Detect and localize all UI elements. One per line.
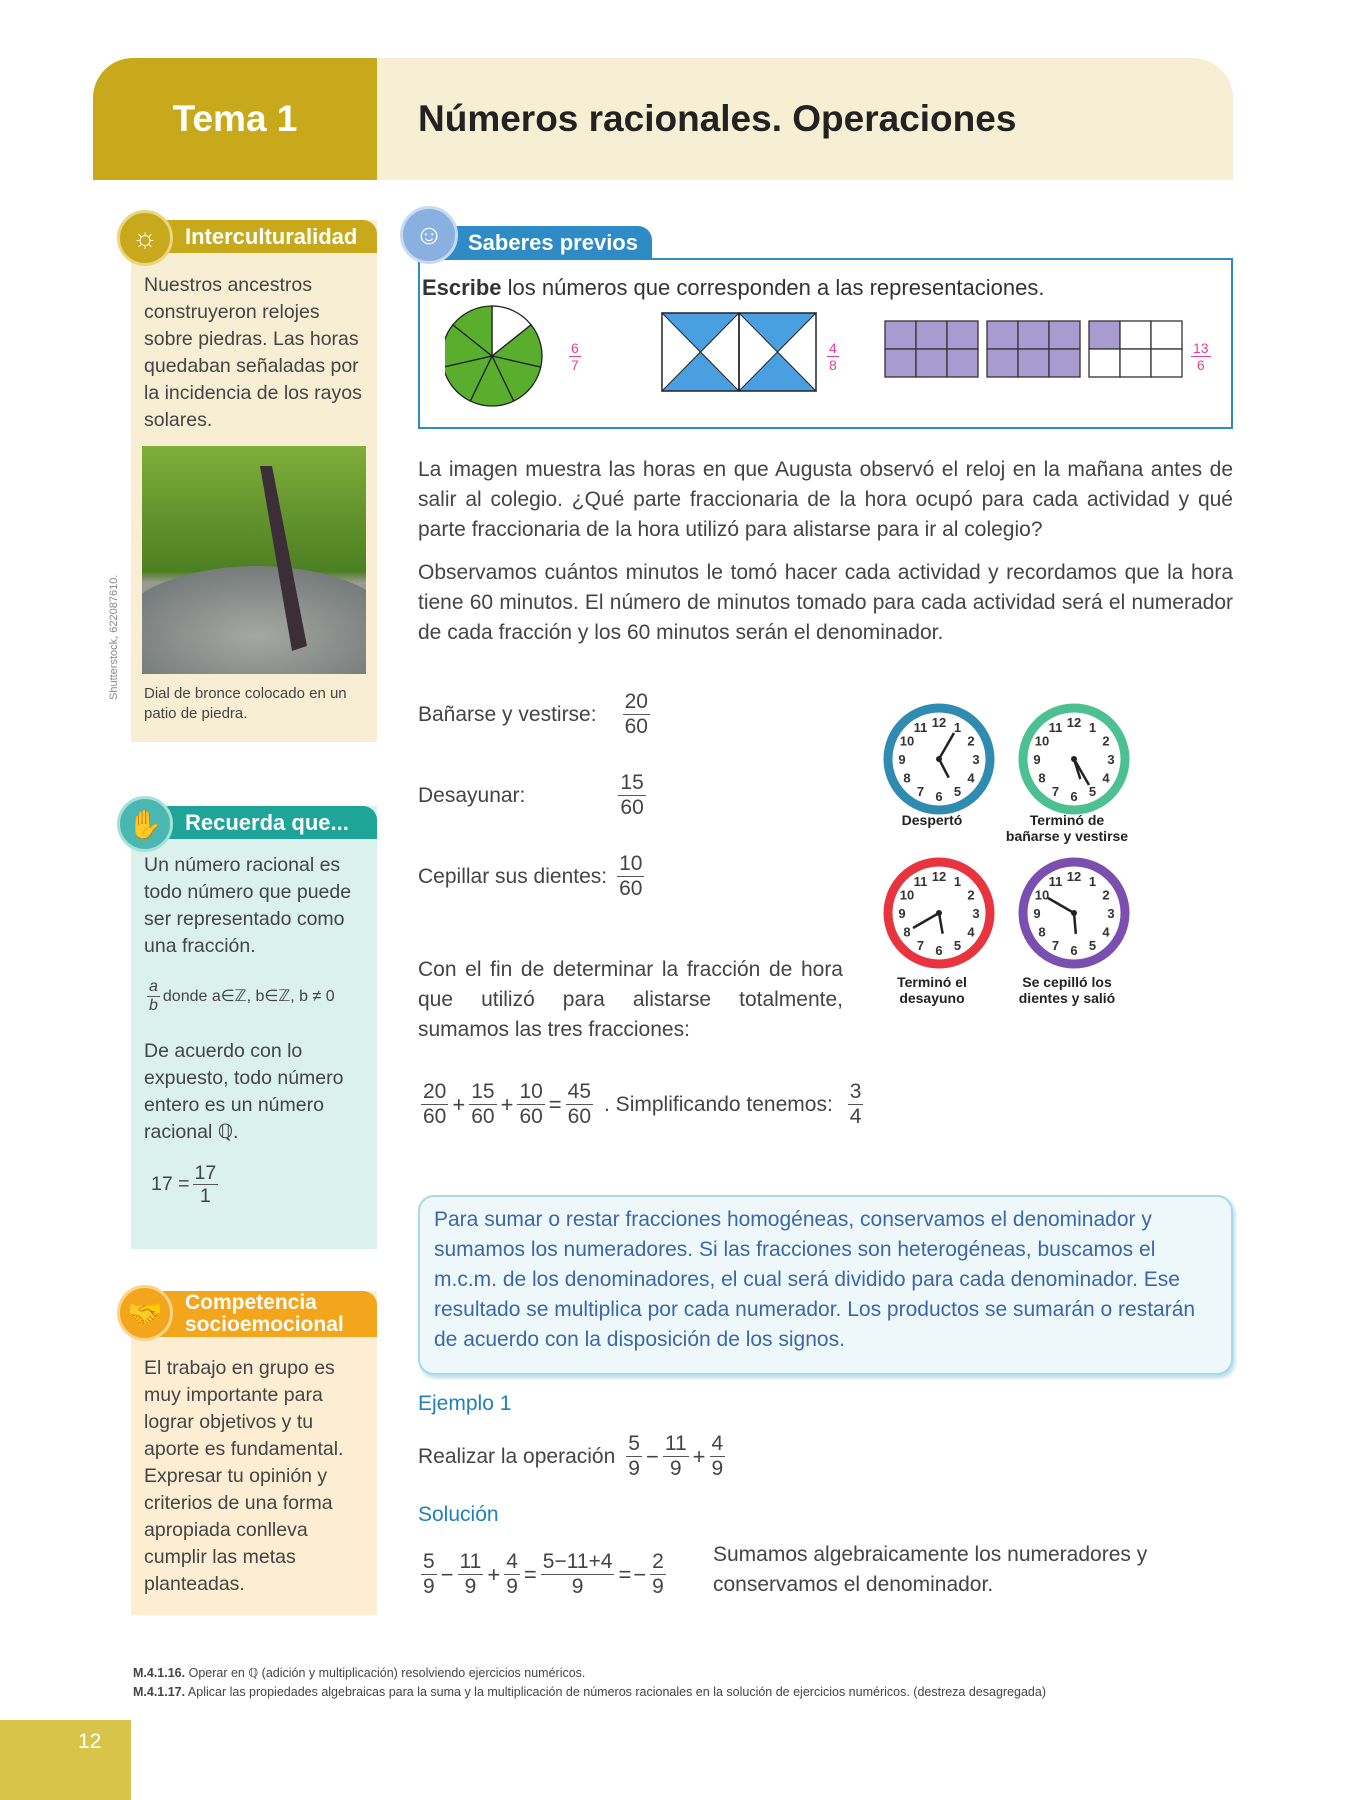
- clock-number: 12: [931, 715, 947, 730]
- blue-triangle: [662, 352, 739, 391]
- frac-den: 4: [849, 1105, 862, 1129]
- equals-sign: =: [618, 1561, 632, 1587]
- explanation-paragraph: Observamos cuántos minutos le tomó hacer cada actividad y recordamos que la hora tiene 60 minutos. El número de minutos tomado para cada actividad será el numerador de cada fracción y los 60 minutos serán el denominador.: [418, 561, 1233, 644]
- purple-grids: [885, 321, 1182, 377]
- frac-num: 13: [1193, 340, 1209, 356]
- brain-head-icon: ☺: [400, 206, 458, 264]
- page-number-block: [0, 1720, 131, 1800]
- plus-sign: +: [452, 1091, 466, 1117]
- note-text: Operar en ℚ (adición y multiplicación) resolviendo ejercicios numéricos.: [185, 1666, 586, 1680]
- interculturalidad-text: Nuestros ancestros construyeron relojes sobre piedras. Las horas quedaban señaladas por la incidencia de los rayos solares.: [144, 274, 362, 431]
- frac-den: 1: [199, 1185, 211, 1208]
- solution-equation: [418, 1550, 669, 1599]
- clock-number: 9: [1033, 906, 1041, 921]
- interculturalidad-title: Interculturalidad: [185, 223, 358, 249]
- clock-center: [1071, 910, 1077, 916]
- grid-cell: [1151, 349, 1182, 377]
- recuerda-title: Recuerda que...: [185, 809, 349, 835]
- grid-cell: [1120, 321, 1151, 349]
- frac-num: 11: [663, 1432, 689, 1457]
- frac-den: 60: [624, 715, 648, 739]
- grid-cell: [1018, 321, 1049, 349]
- sum-intro: Con el fin de determinar la fracción de hora que utilizó para alistarse totalmente, sumamos las tres fracciones:: [418, 958, 843, 1041]
- activity-label: Bañarse y vestirse:: [418, 702, 597, 726]
- frac-den: 60: [519, 1105, 543, 1129]
- frac-den: 9: [711, 1457, 724, 1481]
- frac-num: 15: [618, 771, 645, 796]
- solution-text: Sumamos algebraicamente los numeradores y conservamos el denominador.: [713, 1543, 1148, 1596]
- note-code: M.4.1.17.: [133, 1685, 186, 1699]
- sun-face-icon: ☼: [117, 210, 173, 266]
- plus-sign: +: [487, 1561, 501, 1587]
- grid-cell: [1049, 321, 1080, 349]
- clock-center: [1071, 756, 1077, 762]
- clock-number: 10: [899, 887, 915, 903]
- clock-number: 1: [1088, 873, 1097, 889]
- problem-paragraph: La imagen muestra las horas en que Augusta observó el reloj en la mañana antes de salir al colegio. ¿Qué parte fraccionaria de la hora ocupó para cada actividad y qué parte fraccionaria de la hora utilizó para alistarse para ir al colegio?: [418, 458, 1233, 541]
- clock-number: 10: [1034, 733, 1050, 749]
- frac-den: 60: [619, 877, 643, 901]
- grid-cell: [1049, 349, 1080, 377]
- clock-number: 11: [1048, 719, 1063, 735]
- grid-cell: [916, 321, 947, 349]
- clock-number: 2: [967, 733, 975, 749]
- clock-number: 4: [967, 924, 975, 940]
- equals-sign: =: [523, 1561, 537, 1587]
- frac-den: 60: [620, 796, 644, 820]
- clock-number: 3: [1107, 752, 1115, 767]
- clock-number: 7: [916, 784, 925, 800]
- clock-number: 9: [1033, 752, 1041, 767]
- frac-num: 4: [710, 1432, 726, 1457]
- handshake-icon: 🤝: [117, 1285, 173, 1341]
- clock-number: 5: [1088, 784, 1097, 800]
- activity-label: Cepillar sus dientes:: [418, 864, 608, 888]
- blue-triangle: [739, 352, 816, 391]
- clock-icon: [882, 702, 996, 816]
- grid-cell: [1151, 321, 1182, 349]
- clock-center: [936, 756, 942, 762]
- grid-cell: [885, 321, 916, 349]
- minus-sign: −: [440, 1561, 454, 1587]
- frac-num: 10: [517, 1080, 544, 1105]
- clock-label: Terminó el desayuno: [897, 974, 967, 1006]
- frac-num: 6: [571, 340, 579, 356]
- frac-den: 9: [464, 1575, 477, 1599]
- blue-triangle: [739, 313, 816, 352]
- photo-credit: Shutterstock, 622087610.: [108, 574, 120, 700]
- note-1: [133, 1664, 1046, 1683]
- clock-icon: [1017, 702, 1131, 816]
- topic-label: Tema 1: [93, 58, 377, 180]
- frac-den: 9: [423, 1575, 435, 1599]
- answer-3: [1188, 340, 1214, 373]
- rule-box: [418, 1195, 1233, 1375]
- clock-label: Se cepilló los dientes y salió: [1018, 974, 1116, 1006]
- clock-number: 4: [967, 770, 975, 786]
- clock-number: 11: [913, 873, 928, 889]
- frac-den: 60: [471, 1105, 495, 1129]
- frac-den: 9: [506, 1575, 518, 1599]
- photo-caption: Dial de bronce colocado en un patio de piedra.: [144, 685, 347, 722]
- clock-number: 3: [972, 752, 980, 767]
- frac-den: 6: [1196, 357, 1205, 374]
- clock-number: 6: [1070, 943, 1078, 958]
- clock-number: 6: [935, 943, 943, 958]
- clock-icon: [882, 856, 996, 970]
- pie-7-parts: [445, 306, 542, 406]
- note-2: [133, 1683, 1046, 1702]
- frac-num: 5: [421, 1550, 437, 1575]
- clock-label: Despertó: [901, 812, 963, 828]
- frac-den: 60: [423, 1105, 447, 1129]
- recuerda-text: Un número racional es todo número que puede ser representado como una fracción.: [144, 854, 352, 957]
- clock-number: 1: [953, 873, 962, 889]
- grid-cell: [1120, 349, 1151, 377]
- clock-number: 5: [953, 938, 962, 954]
- instruction-text: los números que corresponden a las representaciones.: [501, 275, 1045, 300]
- competencia-text: El trabajo en grupo es muy importante para lograr objetivos y tu aporte es fundamental. Expresar tu opinión y criterios de una forma apropiada conlleva cumplir las metas planteadas.: [144, 1357, 344, 1595]
- frac-num: a: [147, 978, 160, 997]
- clock-number: 3: [1107, 906, 1115, 921]
- frac-num: 3: [848, 1080, 864, 1105]
- clock-label: Terminó de bañarse y vestirse: [1005, 812, 1129, 844]
- eq-left: 17 =: [151, 1173, 190, 1196]
- interculturalidad-box: [131, 220, 377, 742]
- grid-cell: [987, 321, 1018, 349]
- page-title: Números racionales. Operaciones: [418, 98, 1017, 139]
- clock-number: 6: [935, 789, 943, 804]
- saberes-tab: [432, 226, 652, 259]
- frac-den: 9: [571, 1575, 584, 1599]
- frac-den: 60: [567, 1105, 592, 1129]
- competencia-title-2: socioemocional: [185, 1313, 344, 1336]
- blue-triangle: [662, 313, 739, 352]
- clock-number: 11: [913, 719, 928, 735]
- clock-number: 9: [898, 906, 906, 921]
- sundial-photo: [142, 446, 366, 674]
- frac-num: 11: [458, 1550, 484, 1575]
- clock-number: 2: [967, 887, 975, 903]
- grid-cell: [947, 349, 978, 377]
- instruction-bold: Escribe: [422, 275, 502, 300]
- example-statement: [418, 1432, 728, 1481]
- answer-1: [566, 340, 584, 373]
- grid-cell: [885, 349, 916, 377]
- activity-breakfast: [418, 771, 649, 820]
- grid-cell: [1018, 349, 1049, 377]
- frac-num: 5: [626, 1432, 642, 1457]
- activity-bathing: [418, 690, 653, 739]
- grid-cell: [947, 321, 978, 349]
- clock-number: 11: [1048, 873, 1063, 889]
- clock-number: 8: [1038, 770, 1046, 786]
- frac-den: 9: [652, 1575, 664, 1599]
- clock-number: 7: [1051, 938, 1060, 954]
- clock-number: 12: [1066, 869, 1082, 884]
- clock-number: 2: [1102, 733, 1110, 749]
- frac-num: 4: [829, 340, 837, 356]
- condition-text: donde a∈ℤ, b∈ℤ, b ≠ 0: [162, 988, 335, 1006]
- clock-number: 3: [972, 906, 980, 921]
- clock-number: 10: [1034, 887, 1050, 903]
- note-code: M.4.1.16.: [133, 1666, 186, 1680]
- solution-title: Solución: [418, 1503, 499, 1526]
- recuerda-text-2: De acuerdo con lo expuesto, todo número entero es un número racional ℚ.: [144, 1040, 344, 1143]
- frac-num: 4: [504, 1550, 520, 1575]
- clock-number: 5: [953, 784, 962, 800]
- clock-number: 1: [1088, 719, 1097, 735]
- competencia-box: [127, 1291, 377, 1615]
- clock-number: 7: [916, 938, 925, 954]
- clock-number: 12: [931, 869, 947, 884]
- clock-number: 1: [953, 719, 962, 735]
- frac-num: 20: [623, 690, 650, 715]
- note-text: Aplicar las propiedades algebraicas para la suma y la multiplicación de números racionales en la solución de ejercicios numéricos. (destreza desagregada): [185, 1685, 1047, 1699]
- minus-sign: −: [633, 1561, 647, 1587]
- clock-number: 8: [1038, 924, 1046, 940]
- page-number: 12: [78, 1730, 102, 1753]
- clock-number: 9: [898, 752, 906, 767]
- competencia-title-1: Competencia: [185, 1291, 317, 1314]
- frac-num: 20: [421, 1080, 448, 1105]
- activity-label: Desayunar:: [418, 783, 526, 807]
- simplify-label: . Simplificando tenemos:: [604, 1092, 833, 1116]
- frac-den: 9: [669, 1457, 682, 1481]
- recuerda-box: [127, 806, 377, 1249]
- clock-number: 5: [1088, 938, 1097, 954]
- clock-number: 8: [903, 770, 911, 786]
- grid-cell: [987, 349, 1018, 377]
- sum-equation: [418, 1080, 866, 1129]
- hand-reminder-icon: ✋: [117, 796, 173, 852]
- frac-num: 5−11+4: [541, 1550, 615, 1575]
- clock-number: 7: [1051, 784, 1060, 800]
- equals-sign: =: [548, 1091, 562, 1117]
- frac-num: 10: [617, 852, 644, 877]
- answer-2: [824, 340, 842, 373]
- minus-sign: −: [645, 1443, 659, 1469]
- frac-den: 7: [571, 357, 579, 374]
- frac-den: b: [149, 997, 158, 1015]
- clock-number: 10: [899, 733, 915, 749]
- frac-num: 45: [566, 1080, 593, 1105]
- clock-number: 4: [1102, 770, 1110, 786]
- example-label: Realizar la operación: [418, 1444, 616, 1468]
- rational-definition: [144, 978, 369, 1016]
- clock-number: 12: [1066, 715, 1082, 730]
- grid-cell: [1089, 321, 1120, 349]
- page-header: [93, 58, 1233, 180]
- equation-17: [151, 1162, 376, 1208]
- curriculum-notes: [133, 1664, 1046, 1702]
- clock-number: 2: [1102, 887, 1110, 903]
- grid-cell: [916, 349, 947, 377]
- grid-cell: [1089, 349, 1120, 377]
- plus-sign: +: [500, 1091, 514, 1117]
- frac-num: 15: [469, 1080, 496, 1105]
- frac-num: 17: [194, 1162, 217, 1184]
- clock-number: 8: [903, 924, 911, 940]
- saberes-instruction: [422, 275, 1045, 301]
- activity-brushing: [418, 852, 647, 901]
- frac-den: 8: [829, 357, 837, 374]
- saberes-title: Saberes previos: [468, 229, 638, 255]
- clock-center: [936, 910, 942, 916]
- rule-text: Para sumar o restar fracciones homogéneas, conservamos el denominador y sumamos los numeradores. Si las fracciones son heterogéneas, buscamos el m.c.m. de los denominadores, el cual será dividido para cada denominador. Ese resultado se multiplica por cada numerador. Los productos se sumarán o restarán de acuerdo con la disposición de los signos.: [434, 1208, 1196, 1351]
- plus-sign: +: [692, 1443, 706, 1469]
- clock-number: 4: [1102, 924, 1110, 940]
- example-title: Ejemplo 1: [418, 1392, 512, 1415]
- clock-icon: [1017, 856, 1131, 970]
- clock-number: 6: [1070, 789, 1078, 804]
- frac-den: 9: [628, 1457, 640, 1481]
- triangle-squares: [662, 313, 816, 391]
- frac-num: 2: [650, 1550, 666, 1575]
